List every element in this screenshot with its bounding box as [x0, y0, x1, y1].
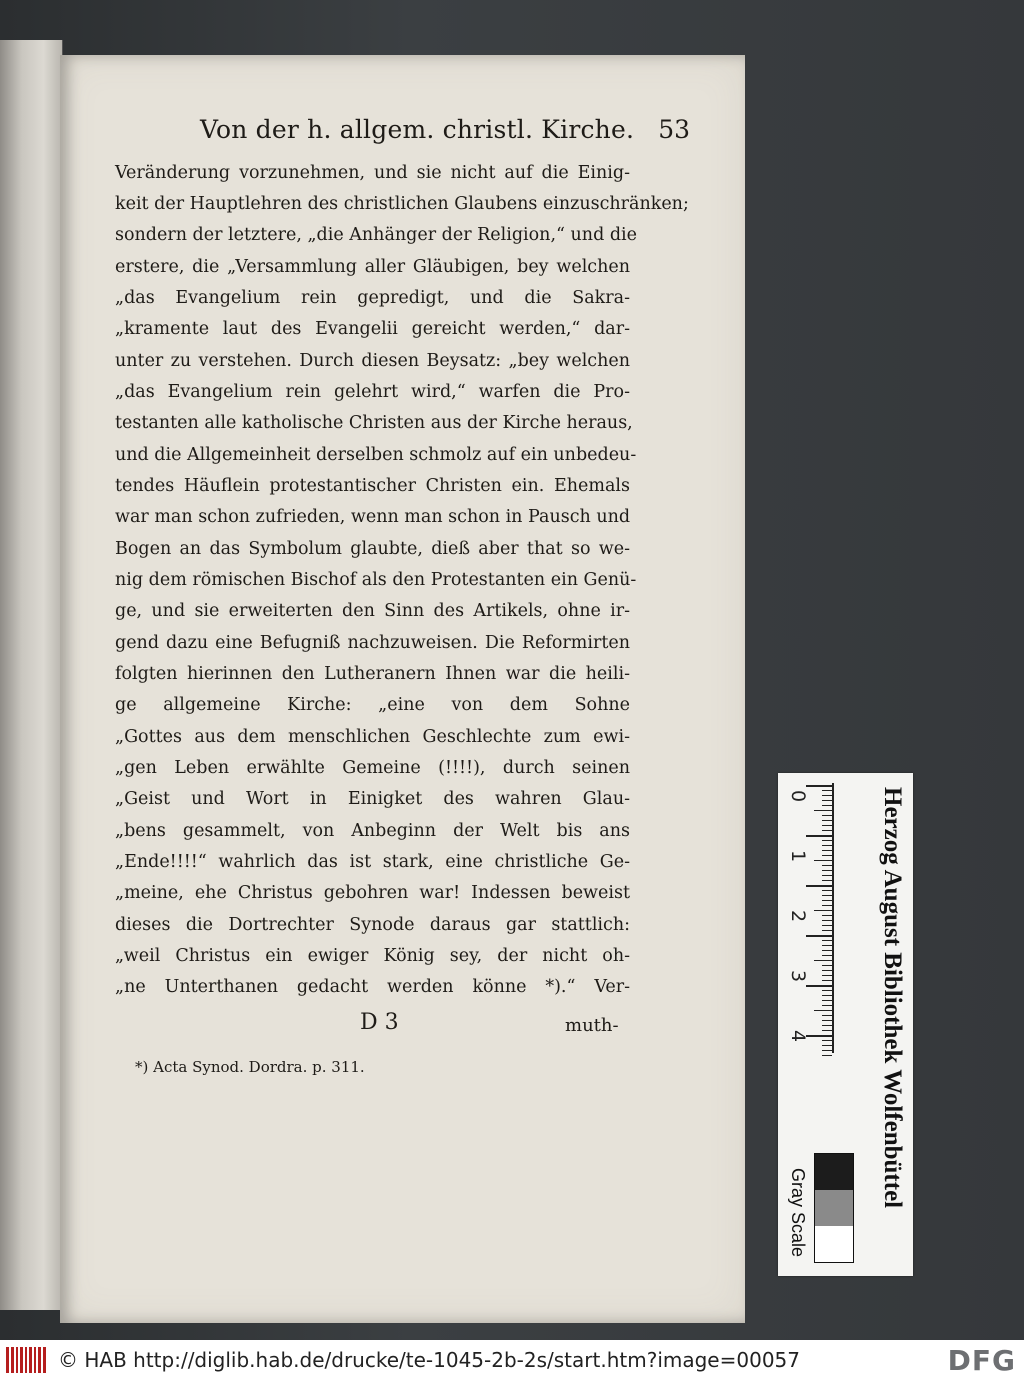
text-line: „Ende!!!!“ wahrlich das ist stark, eine christliche Ge-: [115, 852, 630, 872]
text-line: Bogen an das Symbolum glaubte, dieß aber that so we-: [115, 539, 630, 559]
ruler-tick: [822, 905, 832, 906]
gray-step-dark: [815, 1154, 853, 1190]
ruler-tick: [822, 825, 832, 826]
ruler-tick: [814, 960, 832, 961]
text-line: „kramente laut des Evangelii gereicht werden,“ dar-: [115, 319, 630, 339]
ruler-tick: [822, 920, 832, 921]
ruler-tick: [822, 820, 832, 821]
text-line: „Geist und Wort in Einigket des wahren Glau-: [115, 789, 630, 809]
ruler-tick: [822, 930, 832, 931]
ruler-tick: [822, 895, 832, 896]
ruler-tick: [822, 850, 832, 851]
footnote: *) Acta Synod. Dordra. p. 311.: [135, 1058, 365, 1076]
ruler-tick: [822, 945, 832, 946]
ruler-number: 0: [787, 789, 809, 803]
ruler-tick: [822, 1050, 832, 1051]
ruler-tick: [822, 830, 832, 831]
ruler-tick: [822, 975, 832, 976]
gray-step-white: [815, 1226, 853, 1262]
ruler-tick: [822, 805, 832, 806]
ruler-tick: [814, 810, 832, 811]
ruler-number: 2: [787, 909, 809, 923]
ruler-tick: [822, 815, 832, 816]
ruler-number: 1: [787, 849, 809, 863]
color-target: [778, 773, 913, 1276]
ruler-tick: [822, 955, 832, 956]
ruler-tick: [822, 925, 832, 926]
text-line: und die Allgemeinheit derselben schmolz auf ein unbedeu-: [115, 445, 637, 465]
ruler-tick: [822, 1000, 832, 1001]
ruler-tick: [822, 875, 832, 876]
institution-name: Herzog August Bibliothek Wolfenbüttel: [879, 787, 906, 1209]
text-line: „meine, ehe Christus gebohren war! Indessen beweist: [115, 883, 630, 903]
text-line: dieses die Dortrechter Synode daraus gar stattlich:: [115, 915, 630, 935]
text-line: tendes Häuflein protestantischer Christen ein. Ehemals: [115, 476, 630, 496]
ruler-tick: [822, 1030, 832, 1031]
ruler-tick: [822, 1055, 832, 1056]
text-line: war man schon zufrieden, wenn man schon in Pausch und: [115, 507, 631, 527]
text-line: gend dazu eine Befugniß nachzuweisen. Die Reformirten: [115, 633, 630, 653]
ruler-spine: [832, 783, 834, 1053]
catchword: muth-: [565, 1015, 619, 1036]
ruler-tick: [822, 995, 832, 996]
gray-step-mid: [815, 1190, 853, 1226]
ruler-tick: [822, 840, 832, 841]
text-line: Veränderung vorzunehmen, und sie nicht auf die Einig-: [115, 163, 630, 183]
ruler-tick: [822, 940, 832, 941]
text-line: nig dem römischen Bischof als den Protestanten ein Genü-: [115, 570, 637, 590]
gray-scale-steps: [814, 1153, 854, 1263]
text-line: unter zu verstehen. Durch diesen Beysatz: „bey welchen: [115, 351, 630, 371]
ruler-tick: [822, 790, 832, 791]
facing-page-edge: [0, 40, 63, 1310]
text-line: testanten alle katholische Christen aus der Kirche heraus,: [115, 413, 633, 433]
gray-scale-label: Gray Scale: [788, 1168, 808, 1258]
dfg-logo: DFG: [947, 1344, 1016, 1377]
running-head: [120, 115, 690, 151]
text-line: „Gottes aus dem menschlichen Geschlechte zum ewi-: [115, 727, 630, 747]
ruler-tick: [806, 935, 832, 937]
text-line: folgten hierinnen den Lutheranern Ihnen war die heili-: [115, 664, 630, 684]
text-line: keit der Hauptlehren des christlichen Glaubens einzuschränken;: [115, 194, 689, 214]
ruler-tick: [822, 870, 832, 871]
text-line: „ne Unterthanen gedacht werden könne *).“ Ver-: [115, 977, 630, 997]
barcode-icon: [6, 1347, 48, 1373]
signature-mark: D 3: [360, 1010, 399, 1035]
ruler-number: 3: [787, 969, 809, 983]
text-line: erstere, die „Versammlung aller Gläubigen, bey welchen: [115, 257, 630, 277]
book-page: [60, 55, 745, 1323]
text-line: „das Evangelium rein gepredigt, und die Sakra-: [115, 288, 630, 308]
credit-link[interactable]: © HAB http://diglib.hab.de/drucke/te-1045-2b-2s/start.htm?image=00057: [58, 1348, 800, 1372]
ruler-tick: [822, 845, 832, 846]
text-line: „gen Leben erwählte Gemeine (!!!!), durch seinen: [115, 758, 630, 778]
text-line: ge allgemeine Kirche: „eine von dem Sohne: [115, 695, 630, 715]
ruler-tick: [822, 800, 832, 801]
ruler-tick: [822, 950, 832, 951]
text-line: „weil Christus ein ewiger König sey, der nicht oh-: [115, 946, 630, 966]
ruler-tick: [822, 965, 832, 966]
ruler-tick: [822, 1040, 832, 1041]
ruler-tick: [814, 860, 832, 861]
ruler-tick: [806, 885, 832, 887]
ruler-tick: [814, 1010, 832, 1011]
ruler-tick: [822, 1005, 832, 1006]
text-line: ge, und sie erweiterten den Sinn des Artikels, ohne ir-: [115, 601, 630, 621]
ruler-number: 4: [787, 1029, 809, 1043]
ruler-tick: [814, 910, 832, 911]
ruler-tick: [806, 1035, 832, 1037]
ruler-tick: [822, 880, 832, 881]
text-line: „das Evangelium rein gelehrt wird,“ warfen die Pro-: [115, 382, 630, 402]
page-number: 53: [658, 115, 690, 144]
ruler-tick: [822, 865, 832, 866]
credit-bar: [0, 1340, 1024, 1380]
ruler-tick: [822, 855, 832, 856]
text-line: „bens gesammelt, von Anbeginn der Welt bis ans: [115, 821, 630, 841]
running-title: Von der h. allgem. christl. Kirche.: [200, 115, 635, 144]
ruler-tick: [822, 970, 832, 971]
ruler-tick: [806, 835, 832, 837]
ruler-tick: [822, 900, 832, 901]
ruler-tick: [822, 1020, 832, 1021]
ruler-tick: [822, 915, 832, 916]
ruler-tick: [806, 985, 832, 987]
ruler-tick: [822, 980, 832, 981]
ruler-tick: [822, 990, 832, 991]
ruler-tick: [822, 1015, 832, 1016]
text-line: sondern der letztere, „die Anhänger der Religion,“ und die: [115, 225, 637, 245]
ruler-tick: [822, 1045, 832, 1046]
ruler-tick: [822, 890, 832, 891]
ruler-tick: [822, 1025, 832, 1026]
ruler-tick: [806, 785, 832, 787]
ruler-tick: [822, 795, 832, 796]
